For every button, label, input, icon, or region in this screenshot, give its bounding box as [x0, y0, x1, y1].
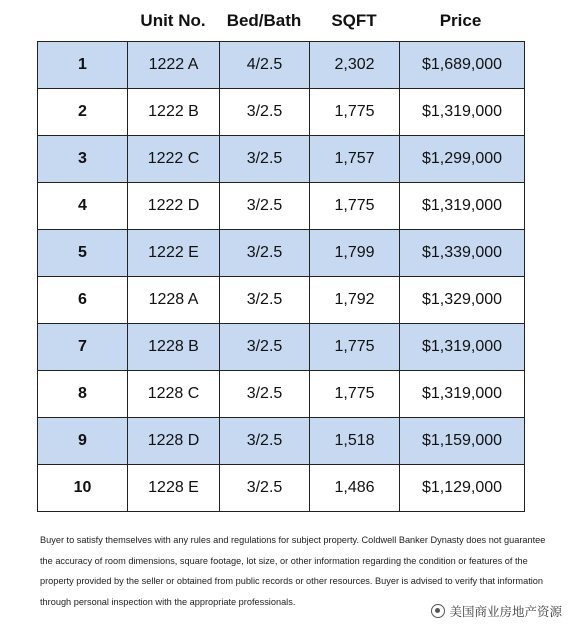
table-row — [38, 324, 525, 371]
bed-bath: 3/2.5 — [220, 324, 310, 371]
unit-no: 1222 A — [128, 42, 220, 89]
header-bed-bath: Bed/Bath — [226, 11, 302, 30]
table-row — [38, 42, 525, 89]
unit-no: 1222 E — [128, 230, 220, 277]
unit-no: 1222 B — [128, 89, 220, 136]
row-number: 4 — [38, 183, 128, 230]
price: $1,129,000 — [400, 465, 525, 512]
unit-no: 1222 C — [128, 136, 220, 183]
watermark-text: 美国商业房地产资源 — [449, 605, 562, 619]
bed-bath: 4/2.5 — [220, 42, 310, 89]
sqft: 2,302 — [310, 42, 400, 89]
unit-no: 1228 D — [128, 418, 220, 465]
sqft: 1,775 — [310, 371, 400, 418]
sqft: 1,792 — [310, 277, 400, 324]
row-number: 9 — [38, 418, 128, 465]
table-row — [38, 89, 525, 136]
price: $1,319,000 — [400, 183, 525, 230]
sqft: 1,775 — [310, 183, 400, 230]
header-sqft: SQFT — [331, 11, 377, 30]
row-number: 10 — [38, 465, 128, 512]
unit-no: 1228 B — [128, 324, 220, 371]
sqft: 1,486 — [310, 465, 400, 512]
price: $1,319,000 — [400, 89, 525, 136]
unit-no: 1228 A — [128, 277, 220, 324]
unit-no: 1222 D — [128, 183, 220, 230]
price: $1,299,000 — [400, 136, 525, 183]
sqft: 1,518 — [310, 418, 400, 465]
table-row — [38, 277, 525, 324]
price: $1,329,000 — [400, 277, 525, 324]
sqft: 1,757 — [310, 136, 400, 183]
table-row — [38, 183, 525, 230]
bed-bath: 3/2.5 — [220, 277, 310, 324]
row-number: 2 — [38, 89, 128, 136]
table-row — [38, 136, 525, 183]
watermark — [431, 602, 562, 620]
bed-bath: 3/2.5 — [220, 371, 310, 418]
row-number: 8 — [38, 371, 128, 418]
unit-no: 1228 C — [128, 371, 220, 418]
sqft: 1,799 — [310, 230, 400, 277]
row-number: 7 — [38, 324, 128, 371]
table-row — [38, 230, 525, 277]
bed-bath: 3/2.5 — [220, 230, 310, 277]
row-number: 6 — [38, 277, 128, 324]
header-price: Price — [439, 11, 482, 30]
header-row-number — [37, 8, 127, 38]
price: $1,319,000 — [400, 324, 525, 371]
row-number: 5 — [38, 230, 128, 277]
table-header — [37, 8, 524, 38]
price: $1,339,000 — [400, 230, 525, 277]
units-table — [37, 41, 525, 512]
disclaimer-text: Buyer to satisfy themselves with any rules and regulations for subject property. Coldwell Banker Dynasty does not guarantee the accuracy of room dimensions, square footage, lot size, or other information regarding the condition or features of the property provided by the seller or obtained from public records or other resources. Buyer is advised to verify that information through personal inspection with the appropriate professionals. — [40, 535, 546, 607]
table-row — [38, 371, 525, 418]
bed-bath: 3/2.5 — [220, 183, 310, 230]
bed-bath: 3/2.5 — [220, 136, 310, 183]
bed-bath: 3/2.5 — [220, 418, 310, 465]
sqft: 1,775 — [310, 324, 400, 371]
wechat-account-icon — [431, 604, 445, 618]
bed-bath: 3/2.5 — [220, 89, 310, 136]
table-row — [38, 418, 525, 465]
row-number: 3 — [38, 136, 128, 183]
price: $1,319,000 — [400, 371, 525, 418]
unit-no: 1228 E — [128, 465, 220, 512]
price: $1,159,000 — [400, 418, 525, 465]
table-row — [38, 465, 525, 512]
bed-bath: 3/2.5 — [220, 465, 310, 512]
price: $1,689,000 — [400, 42, 525, 89]
header-unit-no: Unit No. — [140, 11, 206, 30]
sqft: 1,775 — [310, 89, 400, 136]
row-number: 1 — [38, 42, 128, 89]
